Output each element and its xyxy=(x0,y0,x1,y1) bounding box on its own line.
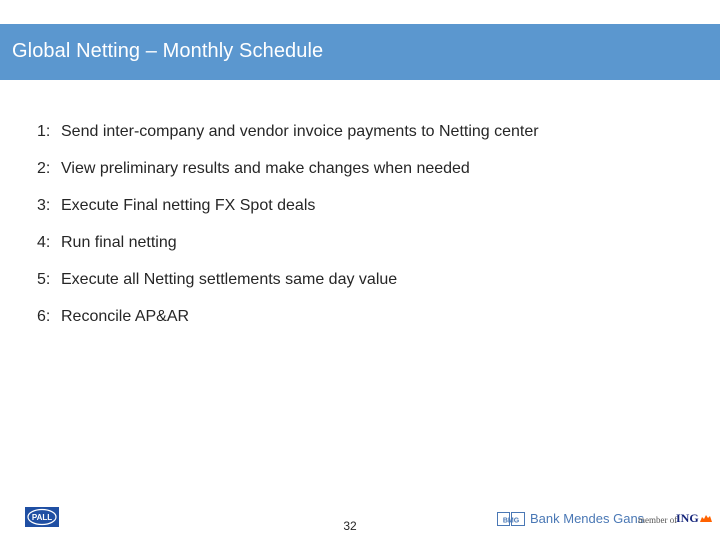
member-of-label: member of xyxy=(638,515,678,525)
list-item xyxy=(37,233,539,270)
list-item xyxy=(37,196,539,233)
pall-logo-text: PALL xyxy=(31,513,53,522)
step-text: Send inter-company and vendor invoice payments to Netting center xyxy=(61,123,539,140)
step-text: Reconcile AP&AR xyxy=(61,308,190,325)
pall-logo-icon xyxy=(25,507,59,527)
step-number: 4: xyxy=(37,234,51,251)
page-number: 32 xyxy=(343,519,357,533)
list-item xyxy=(37,159,539,196)
step-number: 2: xyxy=(37,160,51,177)
step-number: 1: xyxy=(37,123,51,140)
step-text: View preliminary results and make changes when needed xyxy=(61,160,470,177)
list-item xyxy=(37,270,539,307)
step-number: 3: xyxy=(37,197,51,214)
step-text: Run final netting xyxy=(61,234,177,251)
step-number: 5: xyxy=(37,271,51,288)
ing-lion-icon xyxy=(699,512,713,524)
bmg-logo-icon xyxy=(497,512,525,526)
slide-title: Global Netting – Monthly Schedule xyxy=(12,40,324,62)
ing-wordmark: ING xyxy=(676,511,699,525)
top-margin xyxy=(0,0,720,24)
bank-name: Bank Mendes Gans xyxy=(530,511,645,526)
step-text: Execute Final netting FX Spot deals xyxy=(61,197,316,214)
step-number: 6: xyxy=(37,308,51,325)
list-item xyxy=(37,122,539,159)
step-text: Execute all Netting settlements same day value xyxy=(61,271,398,288)
step-list xyxy=(37,122,539,344)
list-item xyxy=(37,307,539,344)
bmg-mark-text: BMG xyxy=(502,517,520,525)
title-bar xyxy=(0,24,720,80)
